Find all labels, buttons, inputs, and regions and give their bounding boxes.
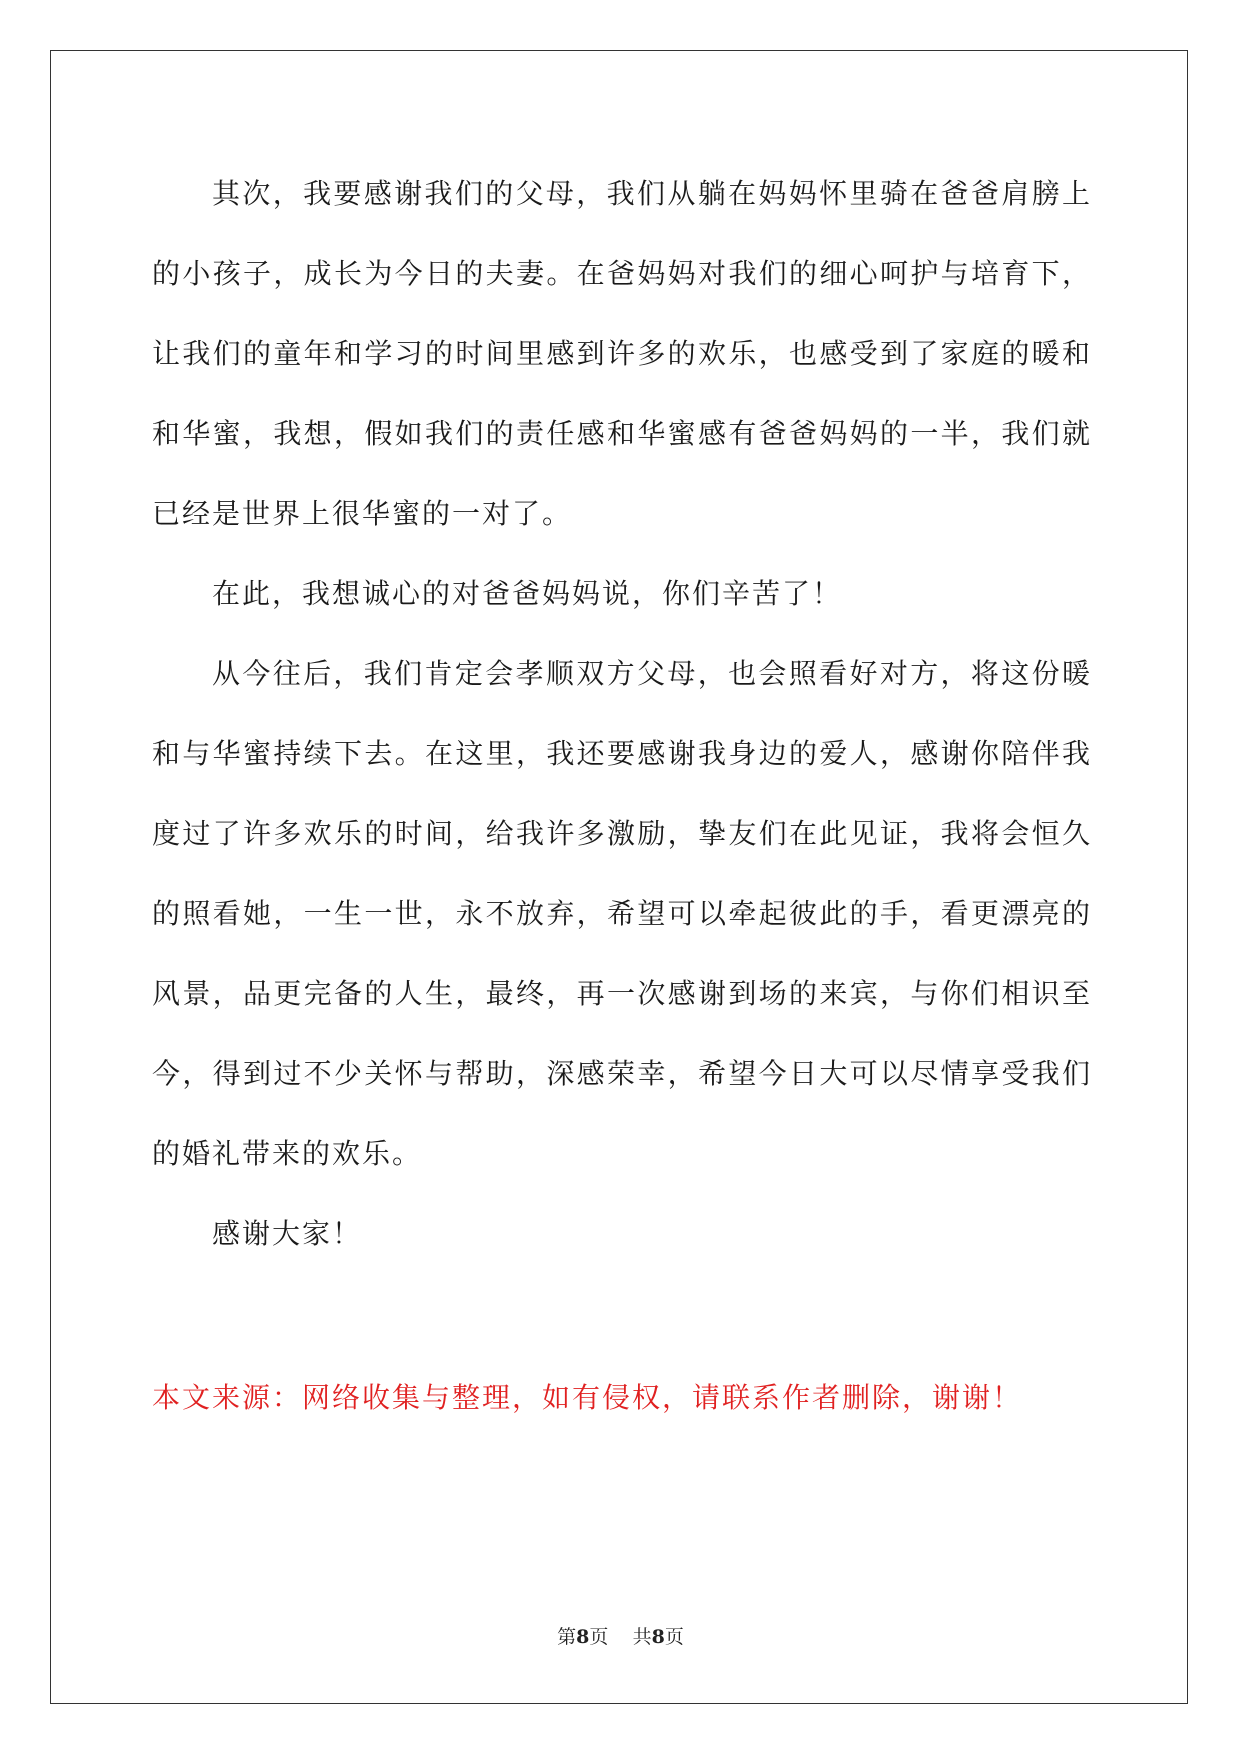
- page-suffix: 页: [589, 1626, 609, 1648]
- document-body: [152, 154, 1092, 1274]
- page-footer: [0, 1622, 1241, 1649]
- paragraph-thanks-parents: 其次，我要感谢我们的父母，我们从躺在妈妈怀里骑在爸爸肩膀上的小孩子，成长为今日的夫妻。在爸妈妈对我们的细心呵护与培育下，让我们的童年和学习的时间里感到许多的欢乐，也感受到了家庭的暖和和华蜜，我想，假如我们的责任感和华蜜感有爸爸妈妈的一半，我们就已经是世界上很华蜜的一对了。: [152, 177, 1092, 530]
- paragraph-message-to-parents: 在此，我想诚心的对爸爸妈妈说，你们辛苦了！: [212, 577, 843, 610]
- paragraph-promise-and-thanks: 从今往后，我们肯定会孝顺双方父母，也会照看好对方，将这份暖和与华蜜持续下去。在这里，我还要感谢我身边的爱人，感谢你陪伴我度过了许多欢乐的时间，给我许多激励，挚友们在此见证，我将会恒久的照看她，一生一世，永不放弃，希望可以牵起彼此的手，看更漂亮的风景，品更完备的人生，最终，再一次感谢到场的来宾，与你们相识至今，得到过不少关怀与帮助，深感荣幸，希望今日大可以尽情享受我们的婚礼带来的欢乐。: [152, 657, 1092, 1170]
- page-current: 8: [576, 1626, 590, 1648]
- source-note: 本文来源：网络收集与整理，如有侵权，请联系作者删除，谢谢！: [152, 1381, 1023, 1414]
- page-prefix: 第: [557, 1626, 577, 1648]
- total-prefix: 共: [632, 1626, 652, 1648]
- page-total: 8: [651, 1626, 665, 1648]
- paragraph-closing: 感谢大家！: [212, 1217, 363, 1250]
- total-suffix: 页: [664, 1626, 684, 1648]
